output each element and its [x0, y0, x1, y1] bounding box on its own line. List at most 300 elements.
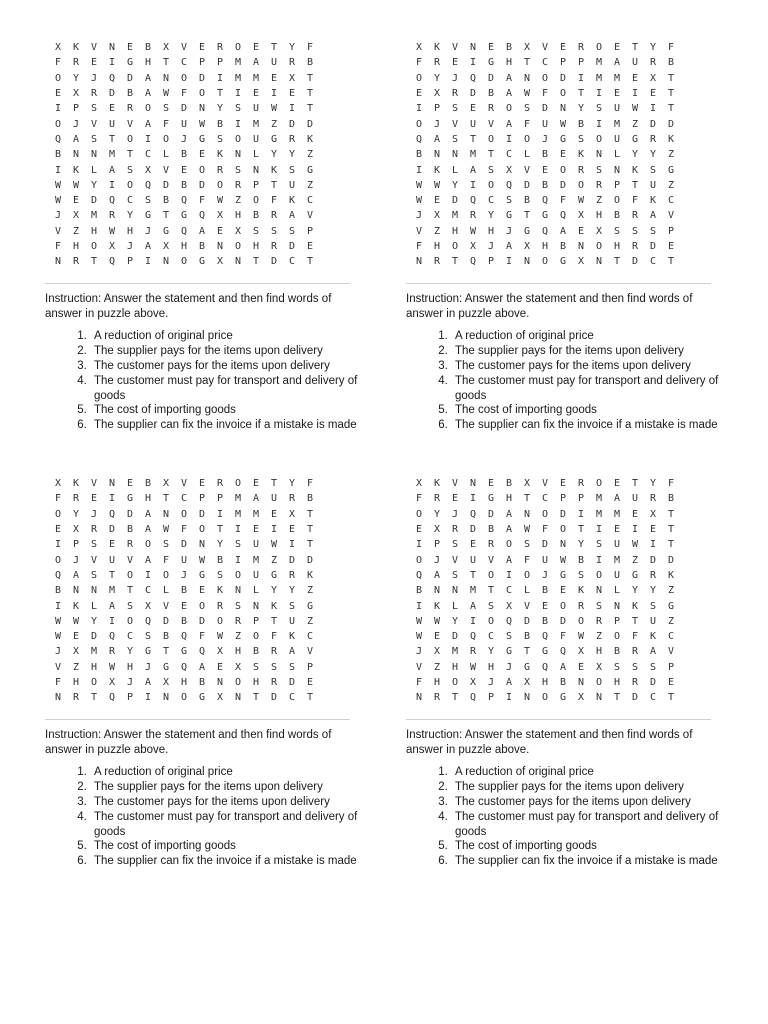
grid-letter: W	[470, 661, 477, 673]
grid-letter: P	[127, 256, 134, 268]
grid-letter: C	[289, 256, 296, 268]
grid-letter: S	[289, 164, 296, 176]
grid-letter: X	[73, 646, 80, 658]
grid-letter: X	[524, 677, 531, 688]
grid-letter: B	[163, 631, 170, 643]
grid-letter: L	[614, 149, 621, 161]
grid-letter: J	[145, 225, 152, 237]
grid-letter: S	[127, 164, 134, 176]
clue-item: 2. The supplier pays for the items upon delivery	[451, 780, 719, 795]
grid-letter: Q	[506, 179, 513, 191]
grid-letter: X	[289, 508, 296, 520]
grid-letter: O	[542, 72, 549, 84]
grid-letter: Y	[488, 646, 495, 658]
grid-letter: R	[91, 524, 98, 536]
grid-letter: F	[632, 195, 639, 207]
grid-letter: D	[163, 615, 170, 627]
grid-letter: Z	[307, 179, 314, 191]
grid-letter: R	[434, 692, 441, 704]
grid-letter: L	[163, 585, 170, 597]
grid-letter: Y	[650, 585, 657, 597]
grid-letter: P	[578, 493, 585, 505]
grid-letter: F	[55, 241, 62, 252]
grid-letter: V	[542, 478, 549, 490]
grid-letter: B	[488, 88, 495, 100]
grid-letter: R	[470, 646, 477, 658]
clue-item: 1. A reduction of original price	[90, 329, 358, 344]
grid-letter: X	[217, 210, 224, 222]
grid-letter: D	[560, 72, 567, 84]
grid-letter: L	[91, 164, 98, 176]
clue-item: 6. The supplier can fix the invoice if a mistake is made	[451, 854, 719, 869]
grid-letter: O	[488, 569, 495, 581]
grid-letter: I	[506, 692, 513, 704]
clue-item: 5. The cost of importing goods	[90, 839, 358, 854]
grid-letter: X	[470, 677, 477, 688]
grid-letter: A	[506, 554, 513, 566]
grid-letter: G	[524, 225, 531, 237]
grid-letter: Q	[470, 508, 477, 520]
grid-letter: Q	[416, 133, 423, 145]
grid-letter: I	[578, 508, 585, 520]
grid-letter: E	[452, 493, 459, 505]
clue-item: 5. The cost of importing goods	[451, 839, 719, 854]
grid-letter: D	[524, 179, 531, 191]
grid-letter: D	[488, 72, 495, 84]
grid-letter: A	[434, 133, 441, 145]
grid-letter: V	[416, 661, 423, 673]
grid-letter: D	[542, 103, 549, 115]
grid-letter: T	[668, 524, 675, 536]
grid-letter: N	[235, 149, 242, 161]
grid-letter: F	[542, 524, 549, 536]
grid-row	[55, 116, 355, 131]
grid-letter: F	[524, 118, 531, 130]
grid-letter: O	[488, 615, 495, 627]
grid-letter: Q	[109, 631, 116, 643]
grid-letter: R	[434, 256, 441, 268]
grid-letter: W	[163, 88, 170, 100]
grid-letter: T	[524, 493, 531, 505]
grid-letter: M	[235, 72, 242, 84]
grid-letter: Z	[271, 554, 278, 566]
grid-letter: O	[596, 133, 603, 145]
grid-letter: B	[127, 524, 134, 536]
grid-letter: T	[307, 256, 314, 268]
grid-letter: E	[668, 241, 675, 252]
grid-letter: W	[632, 539, 639, 551]
grid-letter: T	[307, 88, 314, 100]
grid-letter: A	[650, 646, 657, 658]
grid-row	[55, 660, 355, 675]
grid-letter: D	[199, 179, 206, 191]
grid-letter: Y	[632, 585, 639, 597]
grid-letter: J	[488, 677, 495, 688]
grid-letter: T	[632, 478, 639, 490]
grid-letter: K	[650, 195, 657, 207]
grid-letter: F	[307, 42, 314, 54]
grid-letter: M	[614, 72, 621, 84]
grid-letter: R	[470, 210, 477, 222]
grid-letter: L	[163, 149, 170, 161]
grid-letter: N	[91, 585, 98, 597]
grid-letter: F	[199, 195, 206, 207]
grid-letter: R	[289, 493, 296, 505]
grid-letter: N	[596, 692, 603, 704]
grid-letter: O	[235, 569, 242, 581]
grid-letter: N	[217, 677, 224, 688]
grid-letter: J	[542, 133, 549, 145]
grid-letter: T	[614, 692, 621, 704]
grid-letter: O	[560, 164, 567, 176]
grid-letter: O	[235, 478, 242, 490]
grid-letter: Q	[181, 195, 188, 207]
grid-row	[416, 644, 716, 659]
grid-row	[416, 568, 716, 583]
grid-letter: R	[596, 179, 603, 191]
grid-letter: H	[506, 493, 513, 505]
grid-letter: M	[253, 72, 260, 84]
grid-row	[55, 162, 355, 177]
grid-letter: G	[199, 133, 206, 145]
grid-letter: P	[199, 493, 206, 505]
grid-letter: J	[416, 210, 423, 222]
grid-letter: B	[488, 524, 495, 536]
grid-letter: Q	[199, 646, 206, 658]
grid-letter: Z	[668, 615, 675, 627]
grid-letter: E	[253, 42, 260, 54]
grid-letter: Y	[271, 585, 278, 597]
grid-letter: E	[55, 88, 62, 100]
grid-letter: S	[452, 569, 459, 581]
grid-letter: S	[91, 133, 98, 145]
grid-letter: N	[235, 256, 242, 268]
grid-letter: E	[452, 57, 459, 69]
grid-letter: C	[307, 631, 314, 643]
grid-letter: S	[524, 539, 531, 551]
grid-letter: K	[434, 164, 441, 176]
grid-letter: D	[307, 554, 314, 566]
grid-letter: I	[217, 508, 224, 520]
grid-letter: Q	[109, 72, 116, 84]
grid-letter: I	[632, 88, 639, 100]
grid-letter: B	[506, 478, 513, 490]
grid-letter: T	[452, 692, 459, 704]
grid-letter: J	[55, 646, 62, 658]
grid-letter: E	[91, 493, 98, 505]
grid-letter: F	[560, 195, 567, 207]
grid-letter: E	[614, 42, 621, 54]
grid-letter: Z	[434, 661, 441, 673]
grid-letter: Z	[596, 631, 603, 643]
grid-letter: O	[542, 256, 549, 268]
grid-row	[55, 583, 355, 598]
grid-row	[55, 537, 355, 552]
grid-letter: X	[650, 72, 657, 84]
grid-letter: T	[109, 133, 116, 145]
grid-letter: S	[452, 103, 459, 115]
grid-letter: B	[524, 195, 531, 207]
grid-letter: W	[55, 179, 62, 191]
grid-letter: A	[506, 677, 513, 688]
grid-letter: I	[416, 164, 423, 176]
grid-letter: S	[506, 195, 513, 207]
grid-letter: T	[307, 524, 314, 536]
grid-letter: O	[488, 179, 495, 191]
grid-letter: O	[127, 133, 134, 145]
grid-letter: R	[650, 57, 657, 69]
grid-letter: A	[506, 88, 513, 100]
grid-letter: H	[253, 241, 260, 252]
grid-letter: M	[109, 585, 116, 597]
grid-letter: S	[650, 225, 657, 237]
grid-letter: G	[199, 569, 206, 581]
grid-letter: G	[145, 210, 152, 222]
grid-letter: D	[289, 677, 296, 688]
grid-row	[55, 568, 355, 583]
grid-letter: G	[127, 493, 134, 505]
grid-row	[55, 132, 355, 147]
grid-letter: O	[55, 554, 62, 566]
grid-letter: F	[271, 631, 278, 643]
grid-letter: D	[452, 195, 459, 207]
grid-letter: I	[109, 179, 116, 191]
grid-letter: V	[307, 210, 314, 222]
grid-row	[416, 537, 716, 552]
grid-letter: D	[560, 615, 567, 627]
grid-letter: U	[542, 554, 549, 566]
grid-letter: R	[578, 478, 585, 490]
grid-letter: F	[163, 554, 170, 566]
grid-letter: H	[145, 57, 152, 69]
grid-letter: K	[271, 164, 278, 176]
grid-letter: C	[145, 149, 152, 161]
grid-letter: Q	[416, 569, 423, 581]
grid-row	[55, 208, 355, 223]
grid-letter: S	[145, 195, 152, 207]
grid-letter: R	[488, 539, 495, 551]
grid-letter: Z	[632, 118, 639, 130]
grid-letter: G	[542, 646, 549, 658]
grid-letter: D	[632, 692, 639, 704]
clue-list	[45, 329, 358, 433]
grid-letter: C	[145, 585, 152, 597]
grid-letter: X	[650, 508, 657, 520]
grid-letter: O	[560, 524, 567, 536]
grid-letter: G	[560, 692, 567, 704]
grid-letter: C	[181, 493, 188, 505]
grid-letter: T	[524, 210, 531, 222]
grid-letter: T	[578, 88, 585, 100]
grid-letter: R	[578, 42, 585, 54]
grid-letter: J	[145, 661, 152, 673]
grid-letter: D	[109, 524, 116, 536]
grid-letter: W	[109, 661, 116, 673]
grid-letter: T	[668, 539, 675, 551]
grid-letter: H	[181, 677, 188, 688]
grid-letter: G	[307, 600, 314, 612]
grid-letter: X	[524, 241, 531, 252]
grid-letter: L	[524, 585, 531, 597]
grid-letter: G	[632, 569, 639, 581]
grid-letter: T	[271, 615, 278, 627]
grid-letter: T	[524, 646, 531, 658]
clue-item: 2. The supplier pays for the items upon delivery	[90, 780, 358, 795]
grid-letter: J	[55, 210, 62, 222]
grid-letter: E	[307, 677, 314, 688]
grid-letter: S	[632, 225, 639, 237]
grid-row	[55, 598, 355, 613]
grid-row	[55, 552, 355, 567]
grid-letter: U	[109, 554, 116, 566]
grid-letter: O	[235, 42, 242, 54]
grid-letter: I	[416, 103, 423, 115]
grid-letter: R	[578, 164, 585, 176]
grid-row	[55, 675, 355, 690]
grid-letter: H	[235, 210, 242, 222]
grid-letter: N	[235, 585, 242, 597]
grid-letter: C	[127, 195, 134, 207]
grid-letter: F	[55, 493, 62, 505]
grid-letter: Q	[109, 508, 116, 520]
grid-letter: Z	[596, 195, 603, 207]
grid-letter: N	[470, 478, 477, 490]
grid-letter: Y	[488, 210, 495, 222]
grid-letter: V	[488, 118, 495, 130]
grid-letter: A	[73, 133, 80, 145]
grid-letter: K	[434, 600, 441, 612]
grid-letter: R	[289, 569, 296, 581]
grid-letter: D	[127, 508, 134, 520]
grid-letter: Y	[127, 210, 134, 222]
grid-letter: R	[632, 677, 639, 688]
grid-letter: H	[127, 225, 134, 237]
grid-letter: I	[217, 72, 224, 84]
grid-letter: G	[271, 133, 278, 145]
grid-letter: H	[452, 661, 459, 673]
grid-letter: V	[91, 118, 98, 130]
grid-letter: R	[452, 88, 459, 100]
grid-letter: A	[145, 118, 152, 130]
grid-letter: S	[614, 225, 621, 237]
grid-letter: T	[632, 42, 639, 54]
clue-item: 3. The customer pays for the items upon delivery	[90, 795, 358, 810]
grid-letter: Q	[55, 569, 62, 581]
grid-letter: A	[506, 118, 513, 130]
grid-letter: W	[434, 179, 441, 191]
grid-letter: D	[289, 241, 296, 252]
grid-letter: I	[109, 615, 116, 627]
grid-letter: K	[632, 600, 639, 612]
grid-letter: P	[614, 179, 621, 191]
grid-letter: P	[217, 493, 224, 505]
grid-letter: H	[542, 241, 549, 252]
grid-letter: E	[91, 57, 98, 69]
grid-letter: I	[596, 554, 603, 566]
grid-letter: Q	[560, 646, 567, 658]
grid-letter: A	[145, 88, 152, 100]
grid-letter: Z	[434, 225, 441, 237]
grid-letter: A	[289, 210, 296, 222]
clue-item: 4. The customer must pay for transport and delivery of goods	[90, 374, 358, 404]
grid-letter: M	[470, 585, 477, 597]
grid-letter: N	[524, 256, 531, 268]
grid-row	[416, 224, 716, 239]
grid-letter: T	[307, 72, 314, 84]
grid-letter: O	[199, 600, 206, 612]
grid-letter: H	[91, 225, 98, 237]
grid-letter: T	[271, 179, 278, 191]
grid-letter: N	[109, 42, 116, 54]
grid-letter: I	[470, 493, 477, 505]
grid-letter: C	[650, 256, 657, 268]
grid-letter: M	[235, 493, 242, 505]
clue-item: 2. The supplier pays for the items upon delivery	[451, 344, 719, 359]
grid-letter: D	[632, 256, 639, 268]
grid-letter: J	[506, 225, 513, 237]
grid-letter: T	[91, 256, 98, 268]
worksheet-bottom-right	[406, 476, 719, 869]
grid-letter: X	[217, 692, 224, 704]
grid-letter: P	[488, 692, 495, 704]
grid-letter: E	[109, 539, 116, 551]
grid-letter: E	[542, 600, 549, 612]
grid-letter: Y	[632, 149, 639, 161]
grid-letter: M	[452, 210, 459, 222]
grid-letter: U	[253, 569, 260, 581]
grid-letter: T	[217, 88, 224, 100]
grid-letter: D	[650, 118, 657, 130]
grid-letter: I	[235, 118, 242, 130]
grid-letter: F	[560, 631, 567, 643]
grid-letter: T	[163, 57, 170, 69]
grid-letter: R	[73, 57, 80, 69]
grid-letter: E	[632, 508, 639, 520]
grid-letter: N	[253, 164, 260, 176]
grid-letter: D	[163, 179, 170, 191]
instruction-text: Instruction: Answer the statement and then find words of answer in puzzle above.	[406, 729, 693, 757]
grid-letter: D	[668, 118, 675, 130]
grid-letter: X	[163, 677, 170, 688]
grid-letter: N	[109, 478, 116, 490]
grid-letter: R	[632, 210, 639, 222]
grid-letter: F	[416, 57, 423, 69]
grid-letter: U	[614, 539, 621, 551]
grid-letter: Q	[560, 210, 567, 222]
grid-letter: J	[127, 241, 134, 252]
grid-letter: W	[199, 118, 206, 130]
clue-item: 1. A reduction of original price	[90, 765, 358, 780]
grid-letter: O	[506, 539, 513, 551]
grid-letter: I	[596, 118, 603, 130]
grid-row	[55, 507, 355, 522]
grid-letter: A	[470, 164, 477, 176]
grid-letter: T	[668, 103, 675, 115]
grid-letter: B	[253, 210, 260, 222]
grid-letter: O	[127, 615, 134, 627]
grid-letter: I	[632, 524, 639, 536]
grid-letter: I	[416, 600, 423, 612]
grid-letter: J	[434, 118, 441, 130]
grid-letter: I	[145, 133, 152, 145]
grid-letter: X	[109, 677, 116, 688]
grid-letter: Q	[55, 133, 62, 145]
grid-letter: Z	[307, 585, 314, 597]
grid-letter: O	[181, 256, 188, 268]
grid-letter: U	[614, 569, 621, 581]
grid-letter: S	[163, 103, 170, 115]
grid-letter: B	[614, 210, 621, 222]
